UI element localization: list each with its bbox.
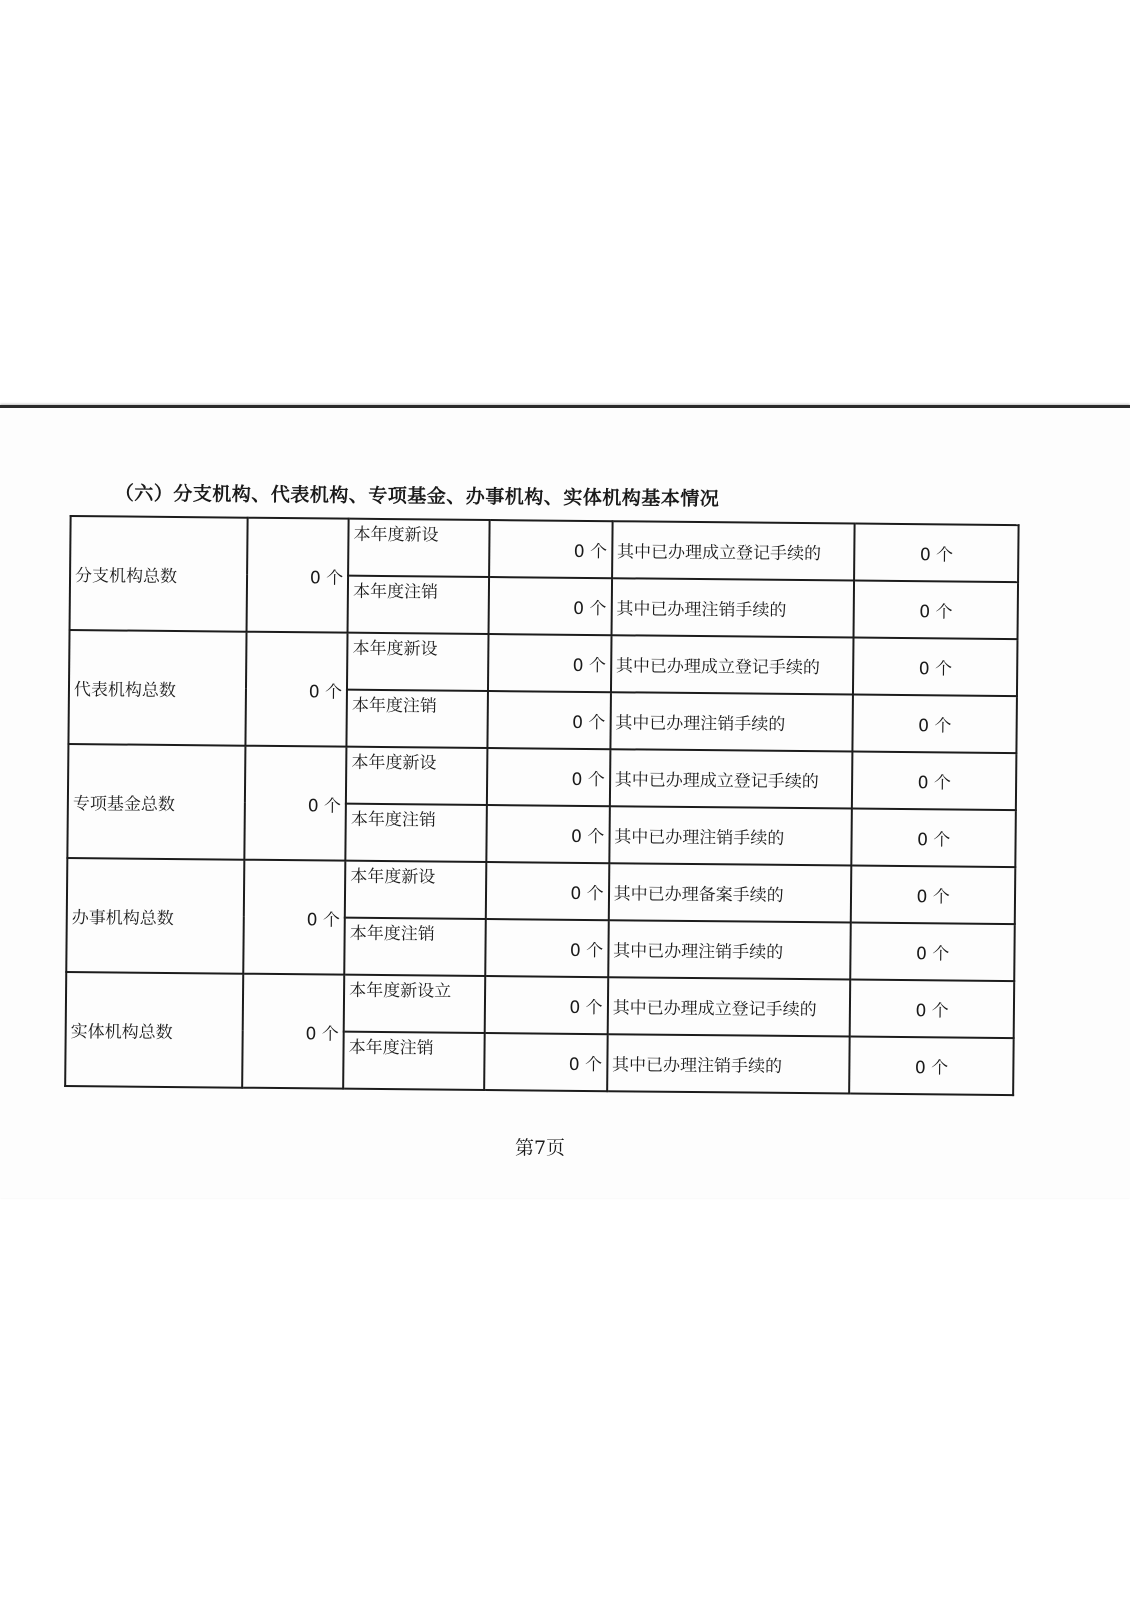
desc-count-cell: 0 个 xyxy=(854,581,1018,640)
category-cell: 专项基金总数 xyxy=(67,744,245,860)
count-cell: 0 个 xyxy=(485,919,608,977)
table-row xyxy=(69,630,1018,696)
category-cell: 办事机构总数 xyxy=(66,858,244,974)
desc-count-cell: 0 个 xyxy=(852,752,1016,811)
desc-count-cell: 0 个 xyxy=(851,923,1015,982)
total-cell: 0 个 xyxy=(244,746,346,861)
count-cell: 0 个 xyxy=(488,634,611,692)
desc-count-cell: 0 个 xyxy=(851,866,1015,925)
kind-cell: 本年度新设 xyxy=(348,519,489,577)
kind-cell: 本年度注销 xyxy=(343,1032,484,1090)
desc-count-cell: 0 个 xyxy=(853,695,1017,754)
table-body xyxy=(65,516,1018,1095)
kind-cell: 本年度注销 xyxy=(347,690,488,748)
section-title: （六）分支机构、代表机构、专项基金、办事机构、实体机构基本情况 xyxy=(114,482,720,511)
desc-cell: 其中已办理注销手续的 xyxy=(609,806,852,865)
count-cell: 0 个 xyxy=(486,862,609,920)
desc-cell: 其中已办理成立登记手续的 xyxy=(612,521,855,580)
count-cell: 0 个 xyxy=(486,805,609,863)
table-row xyxy=(70,516,1019,582)
table-row xyxy=(67,858,1016,924)
kind-cell: 本年度新设 xyxy=(347,633,488,691)
total-cell: 0 个 xyxy=(247,518,349,633)
count-cell: 0 个 xyxy=(484,976,607,1034)
desc-cell: 其中已办理备案手续的 xyxy=(608,863,851,922)
category-cell: 实体机构总数 xyxy=(65,972,243,1088)
desc-cell: 其中已办理成立登记手续的 xyxy=(607,977,850,1036)
category-cell: 分支机构总数 xyxy=(70,516,248,632)
document-sheet xyxy=(64,478,1020,1096)
total-cell: 0 个 xyxy=(246,632,348,747)
category-cell: 代表机构总数 xyxy=(68,630,246,746)
total-cell: 0 个 xyxy=(243,860,345,975)
kind-cell: 本年度注销 xyxy=(345,804,486,862)
organization-table xyxy=(64,515,1019,1096)
desc-count-cell: 0 个 xyxy=(850,980,1014,1039)
total-cell: 0 个 xyxy=(242,974,344,1089)
desc-cell: 其中已办理成立登记手续的 xyxy=(611,635,854,694)
count-cell: 0 个 xyxy=(487,691,610,749)
desc-count-cell: 0 个 xyxy=(854,524,1018,583)
desc-cell: 其中已办理注销手续的 xyxy=(610,692,853,751)
count-cell: 0 个 xyxy=(487,748,610,806)
count-cell: 0 个 xyxy=(488,577,611,635)
kind-cell: 本年度注销 xyxy=(348,576,489,634)
desc-cell: 其中已办理成立登记手续的 xyxy=(610,749,853,808)
page-number: 第7页 xyxy=(514,1137,566,1159)
kind-cell: 本年度新设 xyxy=(345,861,486,919)
desc-cell: 其中已办理注销手续的 xyxy=(611,578,854,637)
kind-cell: 本年度新设立 xyxy=(344,975,485,1033)
table-row xyxy=(68,744,1017,810)
desc-count-cell: 0 个 xyxy=(853,638,1017,697)
table-row xyxy=(66,972,1015,1038)
desc-cell: 其中已办理注销手续的 xyxy=(607,1034,850,1093)
count-cell: 0 个 xyxy=(489,520,612,578)
desc-count-cell: 0 个 xyxy=(852,809,1016,868)
desc-count-cell: 0 个 xyxy=(850,1037,1014,1096)
desc-cell: 其中已办理注销手续的 xyxy=(608,920,851,979)
kind-cell: 本年度新设 xyxy=(346,747,487,805)
count-cell: 0 个 xyxy=(484,1033,607,1091)
kind-cell: 本年度注销 xyxy=(344,918,485,976)
